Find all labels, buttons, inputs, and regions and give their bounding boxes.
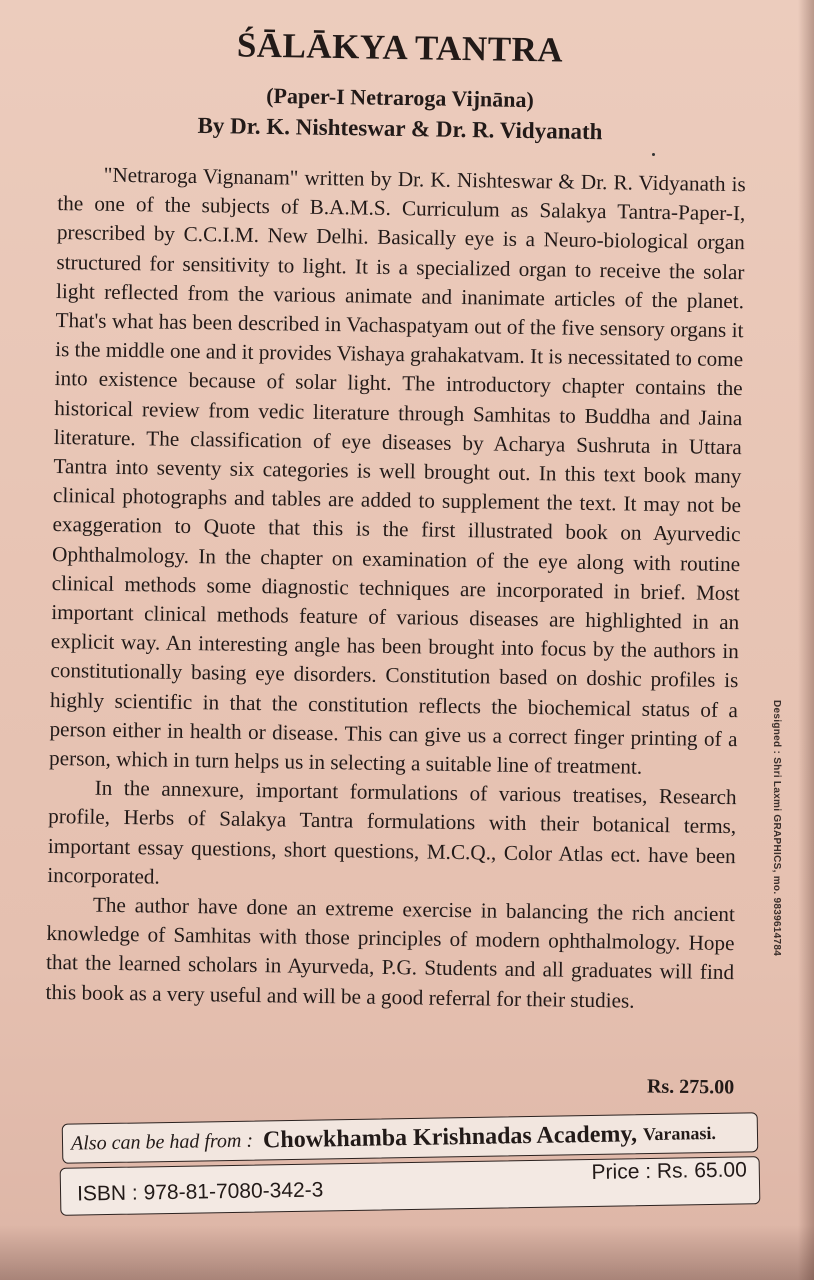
isbn-number: ISBN : 978-81-7080-342-3 bbox=[76, 1178, 324, 1206]
cover-right-shadow bbox=[798, 0, 814, 1280]
publisher-city: Varanasi. bbox=[642, 1122, 717, 1144]
blurb-paragraph-1: "Netraroga Vignanam" written by Dr. K. Nishteswar & Dr. R. Vidyanath is the one of the subjects of B.A.M.S. Curriculum as Salakya Tantra-Paper-I, prescribed by C.C.I.M. New Delhi. Basically eye is a Neuro-biological organ structured for sensitivity to light. It is a specialized organ to receive the solar light reflected from the various animate and inanimate articles of the planet. That's what has been described in Vachaspatyam out of the five sensory organs it is the middle one and it provides Vishaya grahakatvam. It is necessitated to come into existence because of solar light. The introductory chapter contains the historical review from vedic literature through Samhitas to Buddha and Jaina literature. The classification of eye diseases by Acharya Sushruta in Uttara Tantra into seventy six categories is well brought out. In this text book many clinical photographs and tables are added to supplement the text. It may not be exaggeration to Quote that this is the first illustrated book on Ayurvedic Ophthalmology. In the chapter on examination of the eye along with routine clinical methods some diagnostic techniques are incorporated in brief. Most important clinical methods feature of various diseases are highlighted in an explicit way. An interesting angle has been brought into focus by the authors in constitutionally basing eye disorders. Constitution based on doshic profiles is highly scientific in that the constitution reflects the biochemical status of a person either in health or disease. This can give us a correct finger printing of a person, which in turn helps us in selecting a suitable line of treatment. bbox=[48, 162, 746, 779]
print-speck bbox=[652, 153, 655, 156]
blurb-price: Rs. 275.00 bbox=[646, 1075, 735, 1099]
blurb-text bbox=[45, 160, 745, 1017]
book-subtitle: (Paper-I Netraroga Vijnāna) bbox=[266, 82, 535, 113]
cover-bottom-shadow bbox=[0, 1225, 814, 1280]
book-title: ŚĀLĀKYA TANTRA bbox=[236, 25, 564, 70]
publisher-name: Chowkhamba Krishnadas Academy, bbox=[262, 1120, 638, 1153]
designer-credit: Designed : Shri Laxmi GRAPHICS, mo. 9839614784 bbox=[771, 700, 782, 957]
blurb-paragraph-2: In the annexure, important formulations of various treatises, Research profile, Herbs of Salakya Tantra formulations with their botanical terms, important essay questions, short questions, M.C.Q., Color Atlas ect. have been incorporated. bbox=[47, 775, 737, 889]
availability-label: Also can be had from : bbox=[70, 1129, 254, 1155]
book-authors: By Dr. K. Nishteswar & Dr. R. Vidyanath bbox=[197, 112, 603, 145]
retail-price: Price : Rs. 65.00 bbox=[591, 1158, 747, 1184]
blurb-paragraph-3: The author have done an extreme exercise in balancing the rich ancient knowledge of Samhitas with those principles of modern ophthalmology. Hope that the learned scholars in Ayurveda, P.G. Students and all graduates will find this book as a very useful and will be a good referral for their studies. bbox=[45, 892, 736, 1013]
